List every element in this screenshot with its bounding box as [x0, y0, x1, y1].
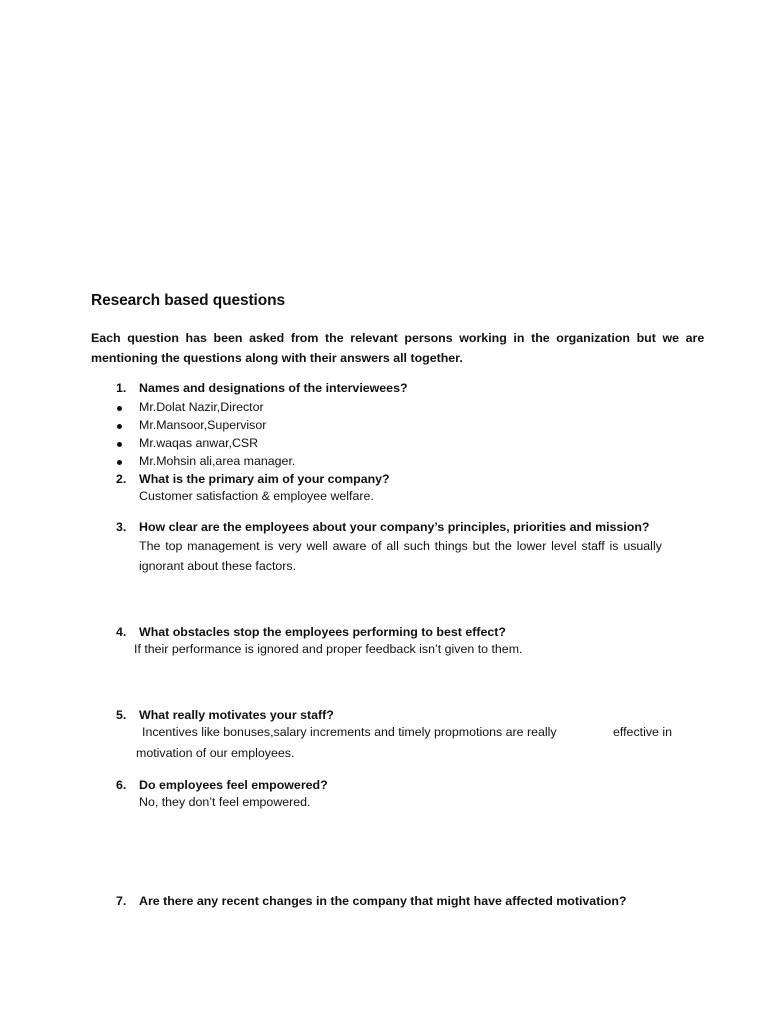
bullet-icon — [117, 460, 122, 465]
answer-3-line-2: ignorant about these factors. — [139, 559, 297, 573]
question-3-text: How clear are the employees about your company’s principles, priorities and mission? — [139, 520, 650, 534]
question-4-text: What obstacles stop the employees performing to best effect? — [139, 625, 506, 639]
bullet-icon — [117, 406, 122, 411]
answer-3-line-1 — [139, 539, 677, 553]
question-number: 4. — [116, 625, 127, 639]
question-2-text: What is the primary aim of your company? — [139, 472, 390, 486]
question-6-text: Do employees feel empowered? — [139, 778, 328, 792]
question-number: 1. — [116, 381, 127, 395]
question-7-text: Are there any recent changes in the company that might have affected motivation? — [139, 894, 627, 908]
interviewee-item: Mr.Dolat Nazir,Director — [139, 400, 264, 414]
interviewee-item: Mr.Mansoor,Supervisor — [139, 418, 267, 432]
question-number: 5. — [116, 708, 127, 722]
question-number: 7. — [116, 894, 127, 908]
question-number: 2. — [116, 472, 127, 486]
intro-line-1 — [91, 328, 705, 348]
answer-5-line-1-part-2: effective in — [613, 725, 673, 739]
intro-text-1: Each question has been asked from the relevant persons working in the organization but we are — [91, 331, 705, 345]
answer-6-text: No, they don’t feel empowered. — [139, 795, 311, 809]
question-number: 3. — [116, 520, 127, 534]
interviewee-item: Mr.waqas anwar,CSR — [139, 436, 259, 450]
answer-2-text: Customer satisfaction & employee welfare. — [139, 489, 374, 503]
question-number: 6. — [116, 778, 127, 792]
question-5-text: What really motivates your staff? — [139, 708, 334, 722]
interviewee-item: Mr.Mohsin ali,area manager. — [139, 454, 296, 468]
section-heading: Research based questions — [91, 292, 286, 309]
answer-4-text: If their performance is ignored and proper feedback isn’t given to them. — [134, 642, 523, 656]
bullet-icon — [117, 424, 122, 429]
answer-5-line-1-part-1: Incentives like bonuses,salary increments and timely propmotions are really — [142, 725, 557, 739]
bullet-icon — [117, 442, 122, 447]
answer-3-text-1: The top management is very well aware of all such things but the lower level staff is usually — [139, 539, 662, 553]
intro-line-2: mentioning the questions along with their answers all together. — [91, 351, 463, 365]
question-1-text: Names and designations of the interviewees? — [139, 381, 408, 395]
answer-5-line-2: motivation of our employees. — [136, 746, 295, 760]
intro-paragraph — [91, 328, 705, 368]
